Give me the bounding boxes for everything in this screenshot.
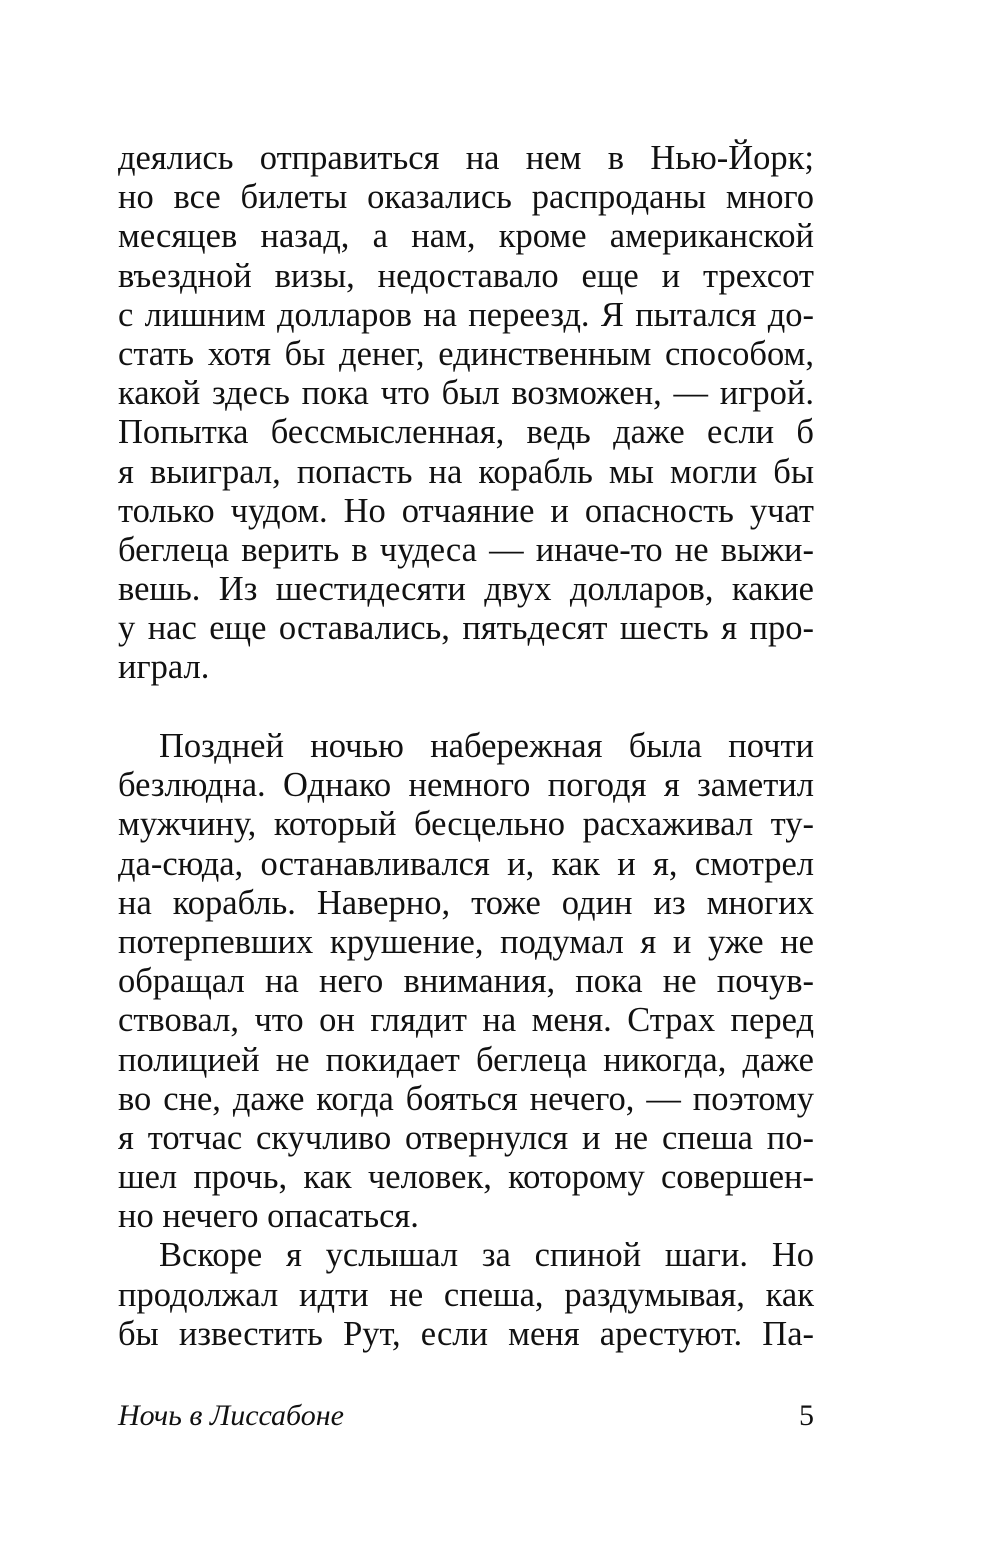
text-line: продолжал идти не спеша, раздумывая, как	[118, 1275, 814, 1314]
text-line: у нас еще оставались, пятьдесят шесть я про-	[118, 609, 814, 648]
text-line: Попытка бессмысленная, ведь даже если б	[118, 413, 814, 452]
text-line: месяцев назад, а нам, кроме американской	[118, 217, 814, 256]
text-line: деялись отправиться на нем в Нью-Йорк;	[118, 139, 814, 177]
text-line: да-сюда, останавливался и, как и я, смотрел	[118, 844, 814, 883]
text-line: во сне, даже когда бояться нечего, — поэтому	[118, 1079, 814, 1118]
text-line: я тотчас скучливо отвернулся и не спеша по-	[118, 1118, 814, 1157]
text-line: но нечего опасаться.	[118, 1197, 419, 1236]
text-line: безлюдна. Однако немного погодя я заметил	[118, 766, 814, 805]
text-line: полицией не покидает беглеца никогда, даже	[118, 1040, 814, 1079]
text-line: потерпевших крушение, подумал я и уже не	[118, 922, 814, 961]
text-line: ствовал, что он глядит на меня. Страх перед	[118, 1001, 814, 1040]
text-line: я выиграл, попасть на корабль мы могли бы	[118, 452, 814, 491]
text-line: вешь. Из шестидесяти двух долларов, какие	[118, 570, 814, 609]
text-line: Поздней ночью набережная была почти	[159, 727, 814, 765]
paragraph-1	[118, 139, 814, 688]
text-line: играл.	[118, 648, 210, 687]
text-line: с лишним долларов на переезд. Я пытался до-	[118, 295, 814, 334]
text-line: мужчину, который бесцельно расхаживал ту-	[118, 805, 814, 844]
text-line: бы известить Рут, если меня арестуют. Па-	[118, 1314, 814, 1353]
text-line: на корабль. Наверно, тоже один из многих	[118, 883, 814, 922]
text-line: беглеца верить в чудеса — иначе-то не выжи-	[118, 530, 814, 569]
paragraph-group-2	[118, 727, 814, 1354]
running-footer-title: Ночь в Лиссабоне	[118, 1399, 344, 1432]
page-number: 5	[799, 1399, 814, 1432]
text-line: только чудом. Но отчаяние и опасность учат	[118, 491, 814, 530]
text-line: шел прочь, как человек, которому совершен-	[118, 1158, 814, 1197]
text-line: стать хотя бы денег, единственным способом,	[118, 334, 814, 373]
text-line: Вскоре я услышал за спиной шаги. Но	[159, 1236, 814, 1275]
text-line: обращал на него внимания, пока не почув-	[118, 962, 814, 1001]
text-line: какой здесь пока что был возможен, — игрой.	[118, 374, 814, 413]
text-line: въездной визы, недоставало еще и трехсот	[118, 256, 814, 295]
text-line: но все билеты оказались распроданы много	[118, 178, 814, 217]
